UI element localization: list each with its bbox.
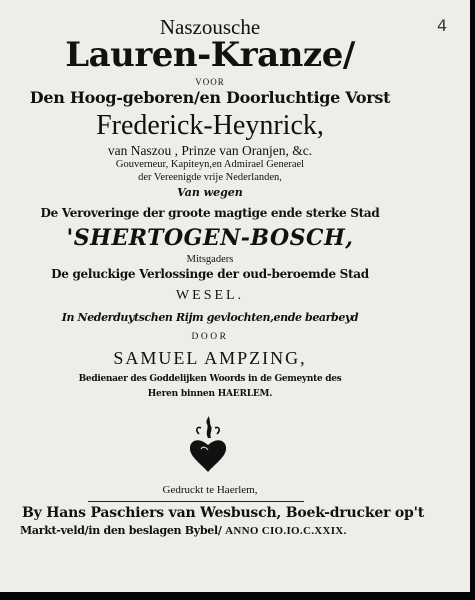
body-line-hertogenbosch: 'SHERTOGEN-BOSCH, [66,225,354,251]
author-door: DOOR [191,332,229,342]
title-line-governor: Gouverneur, Kapiteyn,en Admirael Generael [115,159,305,170]
body-line-van-wegen: Van wegen [177,186,243,199]
imprint-address-line [20,525,400,537]
title-line-voor: VOOR [195,77,225,87]
title-line-frederick: Frederick-Heynrick, [96,110,324,141]
body-line-mitsgaders: Mitsgaders [186,254,234,265]
title-line-prince: van Naszou , Prinze van Oranjen, &c. [107,143,313,158]
author-role-line1: Bedienaer des Goddelijken Woords in de Gemeynte des [78,374,342,384]
body-line-verovering: De Veroveringe der groote magtige ende sterke Stad [40,206,380,220]
body-line-verlossing: De geluckige Verlossinge der oud-beroemde Stad [51,267,369,281]
heart-emblem-icon [187,416,229,474]
title-line-netherlands: der Vereenigde vrije Nederlanden, [138,172,282,183]
author-role-line2: Heren binnen HAERLEM. [147,389,273,399]
title-line-dedication: Den Hoog-geboren/en Doorluchtige Vorst [29,88,391,107]
page-number: 4 [437,16,448,35]
title-line-naszousche: Naszousche [159,15,261,39]
title-line-lauren-kranze: Lauren-Kranze/ [65,35,355,75]
imprint-printed: Gedruckt te Haerlem, [162,484,258,496]
imprint-rule [88,501,304,502]
body-line-wesel: WESEL. [175,288,245,303]
author-name: SAMUEL AMPZING, [113,348,307,368]
imprint-printer: By Hans Paschiers van Wesbusch, Boek-drucker op't [22,505,424,521]
body-line-rijm: In Nederduytschen Rijm gevlochten,ende bearbeyd [61,311,359,324]
imprint-address: Markt-veld/in den beslagen Bybel/ [20,524,222,537]
imprint-year: ANNO CIO.IO.C.XXIX. [225,525,347,537]
